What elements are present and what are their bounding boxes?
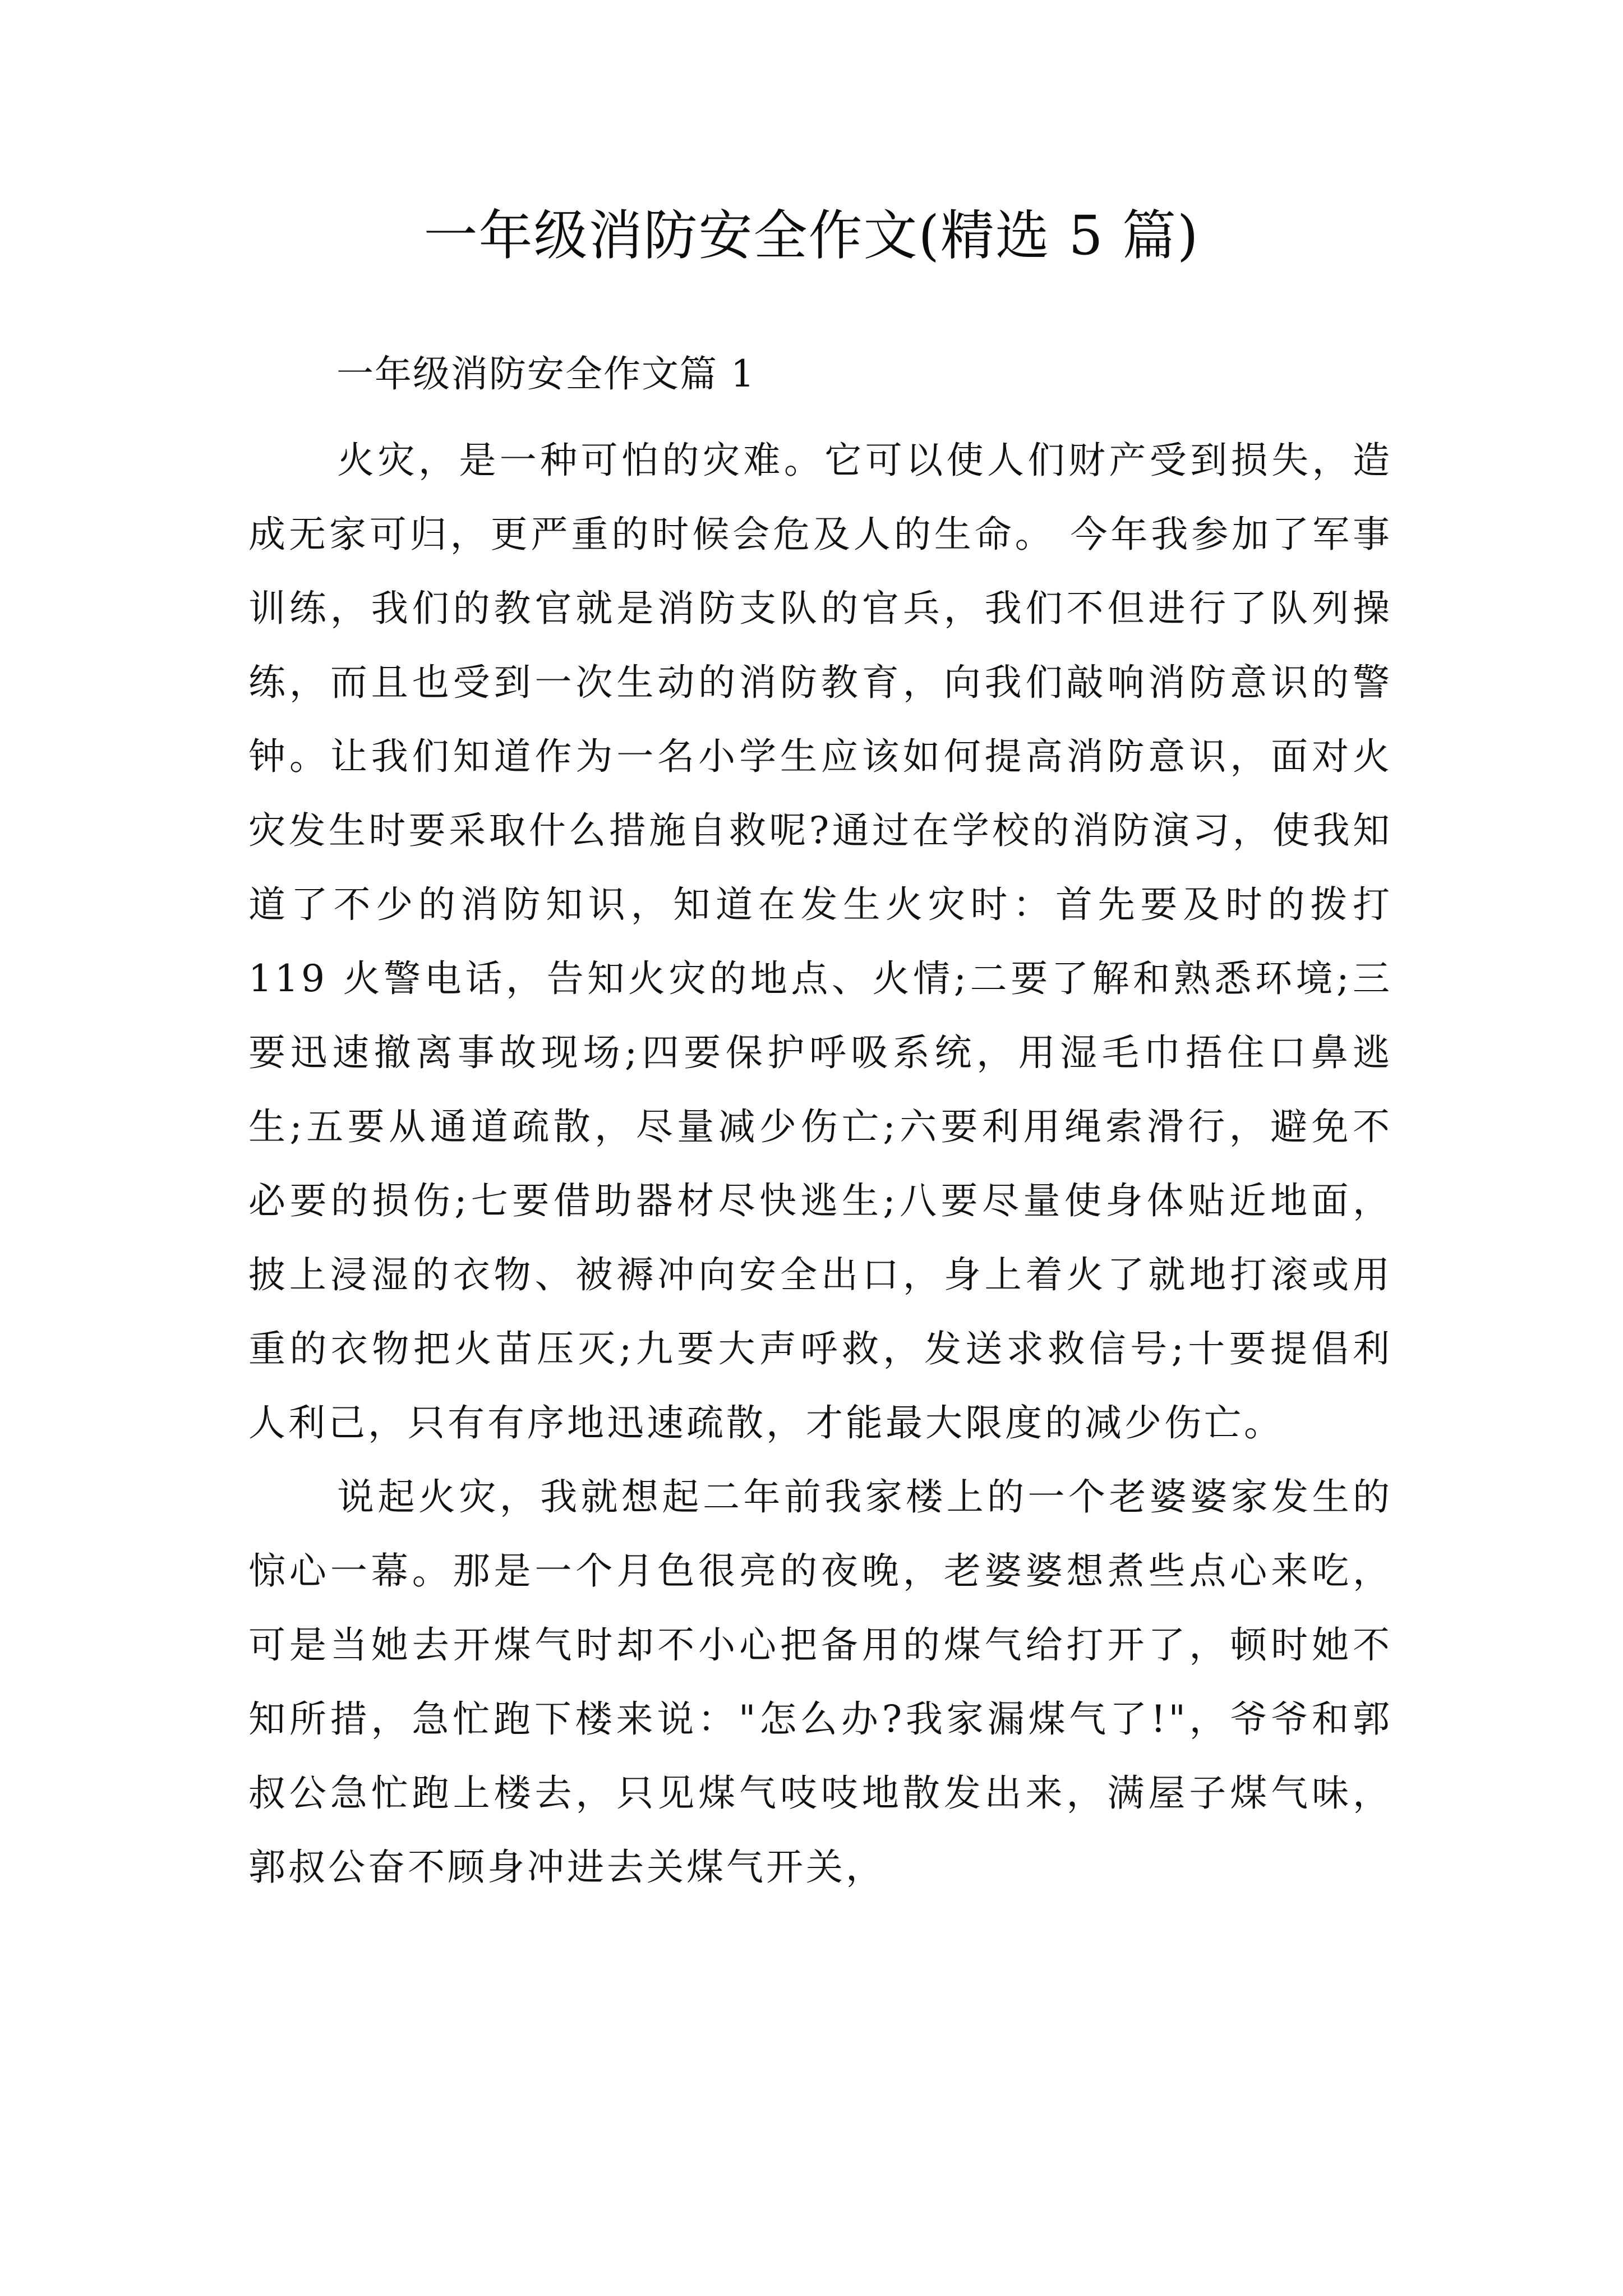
document-title: 一年级消防安全作文(精选 5 篇): [423, 204, 1200, 267]
paragraph-2: 说起火灾，我就想起二年前我家楼上的一个老婆婆家发生的惊心一幕。那是一个月色很亮的夜晚，老婆婆想煮些点心来吃，可是当她去开煤气时却不小心把备用的煤气给打开了，顿时她不知所措，急忙跑下楼来说："怎么办?我家漏煤气了!"，爷爷和郭叔公急忙跑上楼去，只见煤气吱吱地散发出来，满屋子煤气味，郭叔公奋不顾身冲进去关煤气开关，: [248, 1475, 1393, 1889]
paragraph-1: 火灾，是一种可怕的灾难。它可以使人们财产受到损失，造成无家可归，更严重的时候会危及人的生命。 今年我参加了军事训练，我们的教官就是消防支队的官兵，我们不但进行了队列操练，而且也受到一次生动的消防教育，向我们敲响消防意识的警钟。让我们知道作为一名小学生应该如何提高消防意识，面对火灾发生时要采取什么措施自救呢?通过在学校的消防演习，使我知道了不少的消防知识，知道在发生火灾时：首先要及时的拨打 119 火警电话，告知火灾的地点、火情;二要了解和熟悉环境;三要迅速撤离事故现场;四要保护呼吸系统，用湿毛巾捂住口鼻逃生;五要从通道疏散，尽量减少伤亡;六要利用绳索滑行，避免不必要的损伤;七要借助器材尽快逃生;八要尽量使身体贴近地面，披上浸湿的衣物、被褥冲向安全出口，身上着火了就地打滚或用重的衣物把火苗压灭;九要大声呼救，发送求救信号;十要提倡利人利己，只有有序地迅速疏散，才能最大限度的减少伤亡。: [248, 439, 1393, 1444]
document-body: [248, 424, 1393, 1904]
section-heading: 一年级消防安全作文篇 1: [336, 352, 755, 395]
